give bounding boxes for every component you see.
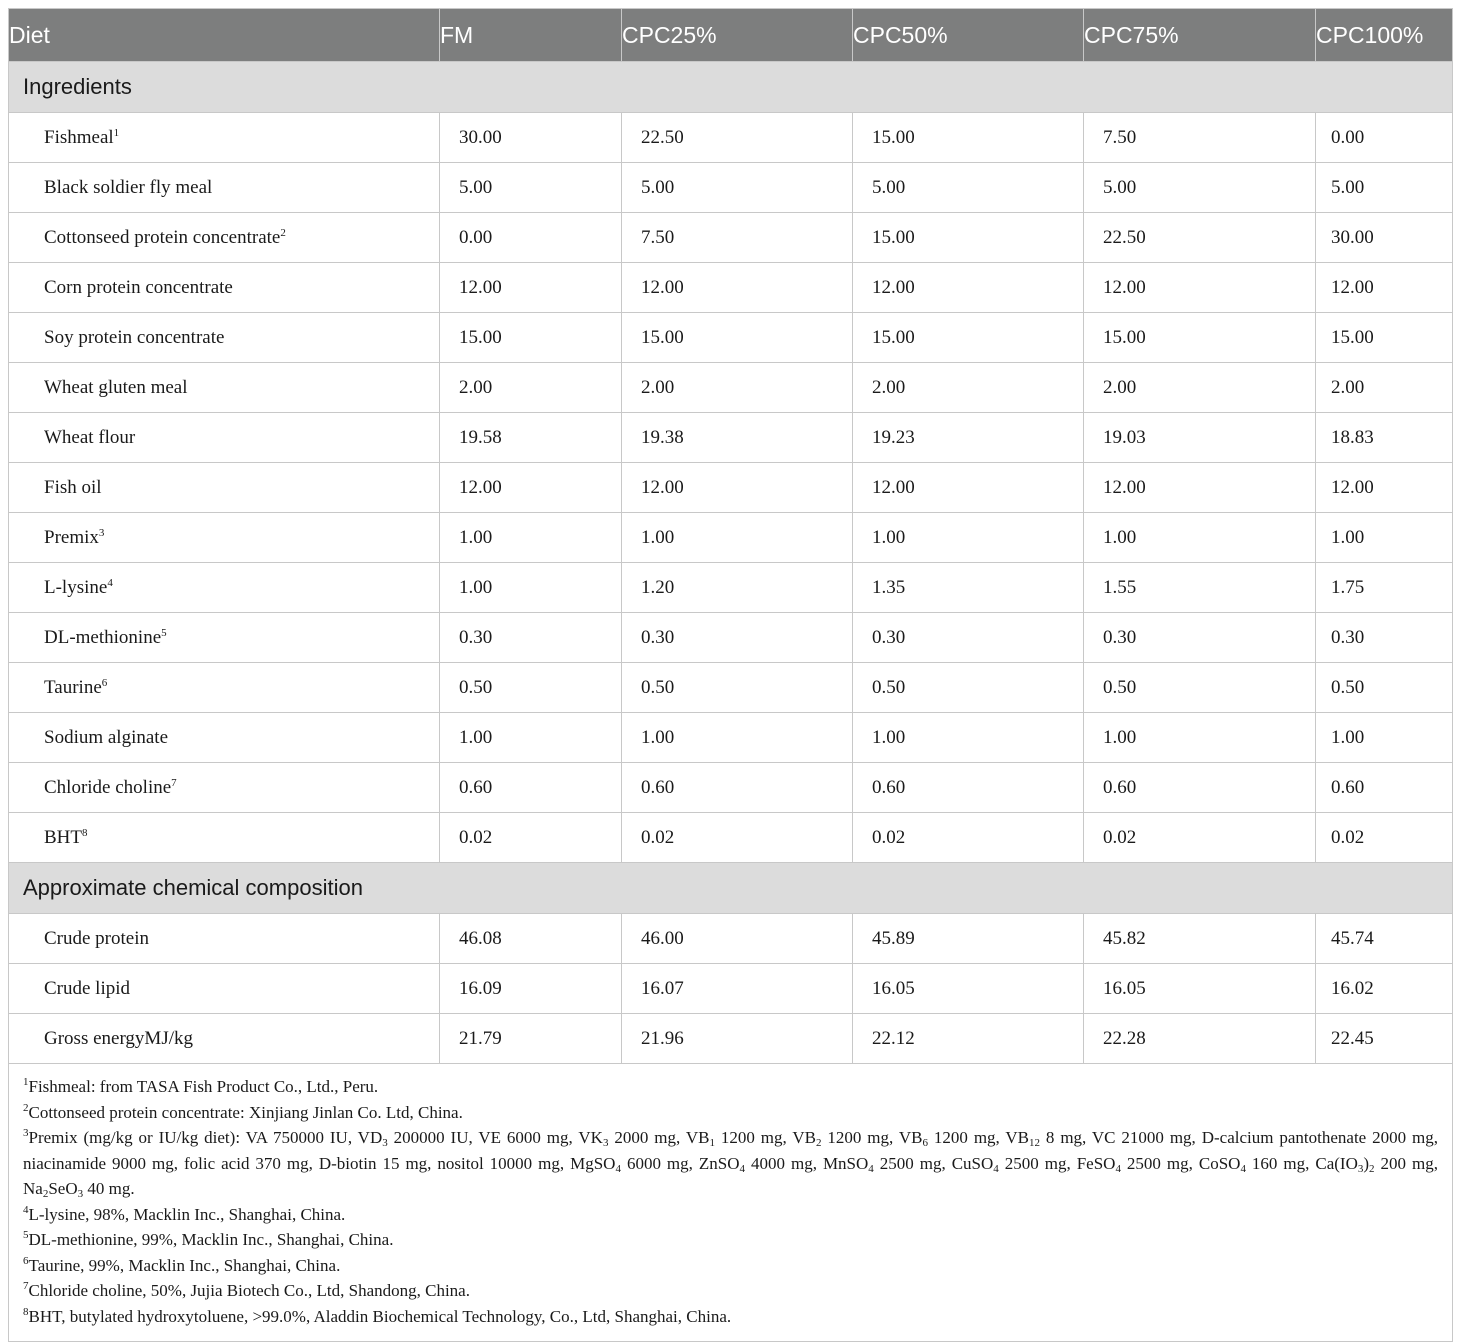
table-row [9,513,1453,563]
footnote-6 [23,1253,1438,1279]
table-cell: 30.00 [1316,213,1453,263]
subscript: 4 [868,1162,874,1175]
table-cell: 18.83 [1316,413,1453,463]
footnote-text: 200000 IU, VE 6000 mg, VK [387,1128,603,1147]
row-label-cell [9,813,440,863]
footnote-text: 40 mg. [83,1179,135,1198]
table-row [9,613,1453,663]
table-row [9,463,1453,513]
table-cell: 1.00 [853,713,1084,763]
table-cell: 12.00 [853,263,1084,313]
row-label-cell [9,613,440,663]
table-cell: 1.00 [440,513,622,563]
header-row [9,9,1453,62]
row-label-cell [9,413,440,463]
row-label-cell [9,713,440,763]
row-label: Crude protein [44,927,150,949]
footnote-marker: 4 [107,576,113,589]
row-label: Chloride choline [44,776,172,798]
subscript: 2 [42,1188,49,1200]
row-label: Wheat gluten meal [44,376,188,398]
table-cell: 16.02 [1316,964,1453,1014]
row-label: Premix [44,526,99,548]
footnote-text: DL-methionine, 99%, Macklin Inc., Shanghai, China. [28,1230,394,1249]
row-label-cell [9,914,440,964]
footnote-text: L-lysine, 98%, Macklin Inc., Shanghai, China. [28,1204,346,1224]
table-cell: 5.00 [1084,163,1316,213]
footnote-text: 1200 mg, VB [821,1128,923,1147]
table-cell: 0.60 [440,763,622,813]
footnotes [9,1064,1453,1342]
footnote-1 [23,1074,1438,1100]
table-cell: 7.50 [622,213,853,263]
table-cell: 15.00 [853,313,1084,363]
footnote-text: 8 mg, VC 21000 mg, D-calcium pantothenate 2000 mg, niacinamide 9000 mg, folic acid 370 mg, D-biotin 15 mg, nositol 10000 mg, MgSO [23,1128,1439,1173]
subscript: 6 [922,1137,928,1149]
footnote-3 [23,1125,1438,1202]
table-cell: 0.60 [1084,763,1316,813]
subscript: 1 [709,1137,715,1149]
footnote-7 [23,1278,1438,1304]
table-cell: 7.50 [1084,113,1316,163]
footnote-marker: 7 [171,776,177,789]
row-label-cell [9,363,440,413]
table-cell: 19.38 [622,413,853,463]
table-cell: 5.00 [1316,163,1453,213]
table-cell: 16.07 [622,964,853,1014]
footnote-marker: 1 [113,126,120,139]
table-cell: 12.00 [622,463,853,513]
table-cell: 21.96 [622,1014,853,1064]
table-cell: 12.00 [622,263,853,313]
footnote-marker: 2 [280,226,286,239]
row-label: Fishmeal [44,126,114,148]
table-cell: 1.20 [622,563,853,613]
table-row [9,313,1453,363]
table-cell: 19.03 [1084,413,1316,463]
table-cell: 5.00 [853,163,1084,213]
table-cell: 15.00 [440,313,622,363]
column-header-fm: FM [440,9,622,62]
table-row [9,213,1453,263]
footnote-text: 1200 mg, VB [714,1128,816,1147]
footnote-text: Chloride choline, 50%, Jujia Biotech Co., Ltd, Shandong, China. [28,1281,470,1300]
table-cell: 19.23 [853,413,1084,463]
row-label-cell [9,1014,440,1064]
subscript: 4 [739,1162,746,1175]
table-cell: 0.02 [853,813,1084,863]
table-cell: 1.00 [440,563,622,613]
row-label: BHT [44,826,82,848]
table-cell: 1.00 [1316,713,1453,763]
footnote-8 [23,1304,1438,1330]
section-title: Approximate chemical composition [9,863,1453,914]
column-header-cpc25: CPC25% [622,9,853,62]
table-cell: 21.79 [440,1014,622,1064]
table-cell: 0.30 [1316,613,1453,663]
footnote-text: Fishmeal: from TASA Fish Product Co., Ltd., Peru. [28,1077,379,1096]
table-row [9,964,1453,1014]
table-cell: 5.00 [622,163,853,213]
table-cell: 12.00 [1084,263,1316,313]
table-cell: 0.30 [1084,613,1316,663]
subscript: 4 [615,1162,621,1175]
table-cell: 45.74 [1316,914,1453,964]
row-label: Taurine [44,676,102,698]
table-cell: 22.45 [1316,1014,1453,1064]
row-label-cell [9,964,440,1014]
footnote-marker: 6 [23,1254,29,1267]
table-cell: 1.00 [622,513,853,563]
section-title: Ingredients [9,62,1453,113]
row-label: Wheat flour [44,426,136,448]
table-cell: 19.58 [440,413,622,463]
subscript: 3 [382,1137,388,1149]
table-cell: 0.30 [440,613,622,663]
table-row [9,663,1453,713]
footnote-text: BHT, butylated hydroxytoluene, >99.0%, Aladdin Biochemical Technology, Co., Ltd, Shanghai, China. [28,1306,732,1326]
table-cell: 2.00 [440,363,622,413]
row-label: Soy protein concentrate [44,326,225,348]
footnote-5 [23,1227,1438,1253]
table-cell: 2.00 [622,363,853,413]
row-label-cell [9,163,440,213]
table-row [9,813,1453,863]
row-label-cell [9,213,440,263]
footnote-text: 1200 mg, VB [928,1128,1030,1147]
table-row [9,914,1453,964]
row-label-cell [9,463,440,513]
footnote-marker: 6 [101,676,108,689]
table-cell: 0.50 [1316,663,1453,713]
table-cell: 0.02 [1084,813,1316,863]
footnote-marker: 3 [23,1127,29,1139]
table-cell: 1.00 [440,713,622,763]
footnote-text: Cottonseed protein concentrate: Xinjiang Jinlan Co. Ltd, China. [28,1102,463,1122]
column-header-cpc75: CPC75% [1084,9,1316,62]
footnote-marker: 2 [23,1101,29,1114]
row-label: L-lysine [44,576,108,598]
footnote-text: Taurine, 99%, Macklin Inc., Shanghai, China. [28,1255,341,1275]
footnote-marker: 8 [82,826,88,839]
table-cell: 16.09 [440,964,622,1014]
table-row [9,163,1453,213]
footnote-marker: 5 [23,1229,29,1241]
subscript: 2 [1369,1162,1375,1175]
table-cell: 0.60 [853,763,1084,813]
footnote-marker: 5 [161,626,167,639]
subscript: 3 [1357,1162,1364,1175]
footnote-marker: 8 [23,1305,29,1318]
table-cell: 0.60 [1316,763,1453,813]
row-label: Corn protein concentrate [44,276,233,298]
row-label-cell [9,313,440,363]
table-row [9,563,1453,613]
table-cell: 12.00 [1316,263,1453,313]
table-cell: 16.05 [853,964,1084,1014]
footnote-marker: 4 [23,1203,29,1216]
table-cell: 22.28 [1084,1014,1316,1064]
section-row [9,62,1453,113]
table-cell: 2.00 [853,363,1084,413]
table-cell: 12.00 [1084,463,1316,513]
row-label: Gross energyMJ/kg [44,1027,194,1049]
row-label: Crude lipid [44,977,131,999]
table-cell: 22.12 [853,1014,1084,1064]
section-row [9,863,1453,914]
subscript: 4 [993,1162,999,1175]
table-cell: 12.00 [440,463,622,513]
footnote-2 [23,1100,1438,1126]
diet-composition-table [8,8,1453,1342]
table-cell: 2.00 [1316,363,1453,413]
footnotes-row [9,1064,1453,1342]
table-body [9,62,1453,1064]
row-label: Sodium alginate [44,726,169,748]
table-cell: 1.00 [1084,713,1316,763]
subscript: 4 [1240,1162,1246,1175]
table-row [9,263,1453,313]
row-label-cell [9,663,440,713]
footnote-text: ) [1363,1153,1370,1173]
row-label: Cottonseed protein concentrate [44,226,281,248]
table-cell: 0.00 [440,213,622,263]
table-cell: 0.30 [622,613,853,663]
footnote-text: 2000 mg, VB [608,1128,710,1147]
table-cell: 0.50 [622,663,853,713]
column-header-cpc100: CPC100% [1316,9,1453,62]
subscript: 2 [815,1137,822,1149]
table-cell: 5.00 [440,163,622,213]
row-label-cell [9,763,440,813]
row-label-cell [9,563,440,613]
row-label: Black soldier fly meal [44,176,213,198]
table-cell: 0.30 [853,613,1084,663]
row-label: Fish oil [44,476,102,498]
footnote-text: 2500 mg, CuSO [873,1153,994,1173]
table-cell: 12.00 [853,463,1084,513]
footnote-4 [23,1202,1438,1228]
table-cell: 15.00 [853,113,1084,163]
row-label: DL-methionine [44,626,162,648]
table-cell: 45.82 [1084,914,1316,964]
table-cell: 45.89 [853,914,1084,964]
table-cell: 1.00 [622,713,853,763]
table-cell: 0.50 [440,663,622,713]
table-cell: 0.00 [1316,113,1453,163]
table-cell: 15.00 [853,213,1084,263]
row-label-cell [9,513,440,563]
table-row [9,763,1453,813]
table-cell: 0.60 [622,763,853,813]
subscript: 3 [602,1137,609,1149]
footnote-text: 4000 mg, MnSO [745,1153,869,1173]
table-row [9,1014,1453,1064]
table-cell: 15.00 [1316,313,1453,363]
footnote-text: 160 mg, Ca(IO [1245,1153,1358,1173]
footnote-text: Premix (mg/kg or IU/kg diet): VA 750000 IU, VD [28,1128,383,1147]
column-header-cpc50: CPC50% [853,9,1084,62]
footnote-marker: 7 [23,1280,29,1292]
subscript: 4 [1115,1162,1121,1175]
table-row [9,413,1453,463]
subscript: 12 [1029,1137,1041,1149]
table-cell: 1.00 [853,513,1084,563]
table-cell: 12.00 [440,263,622,313]
table-cell: 0.02 [440,813,622,863]
table-row [9,363,1453,413]
table-cell: 46.08 [440,914,622,964]
row-label-cell [9,263,440,313]
table-cell: 0.02 [622,813,853,863]
table-cell: 22.50 [622,113,853,163]
table-cell: 46.00 [622,914,853,964]
subscript: 3 [77,1188,84,1200]
footnote-marker: 1 [23,1076,29,1088]
table-cell: 1.00 [1084,513,1316,563]
table-cell: 1.35 [853,563,1084,613]
table-cell: 0.50 [1084,663,1316,713]
table-cell: 22.50 [1084,213,1316,263]
table-cell: 1.00 [1316,513,1453,563]
table-row [9,113,1453,163]
table-cell: 1.75 [1316,563,1453,613]
table-cell: 12.00 [1316,463,1453,513]
footnote-text: 2500 mg, CoSO [1120,1153,1241,1173]
table-container [8,8,1452,1342]
table-row [9,713,1453,763]
row-label-cell [9,113,440,163]
footnote-text: 200 mg, Na [23,1153,1438,1198]
table-cell: 0.02 [1316,813,1453,863]
table-cell: 16.05 [1084,964,1316,1014]
footnote-text: 2500 mg, FeSO [998,1153,1116,1173]
table-cell: 30.00 [440,113,622,163]
table-cell: 15.00 [1084,313,1316,363]
table-cell: 15.00 [622,313,853,363]
table-cell: 1.55 [1084,563,1316,613]
table-cell: 0.50 [853,663,1084,713]
footnote-text: 6000 mg, ZnSO [620,1153,740,1173]
footnote-text: SeO [48,1179,78,1198]
column-header-diet: Diet [9,9,440,62]
table-cell: 2.00 [1084,363,1316,413]
footnote-marker: 3 [98,526,105,539]
